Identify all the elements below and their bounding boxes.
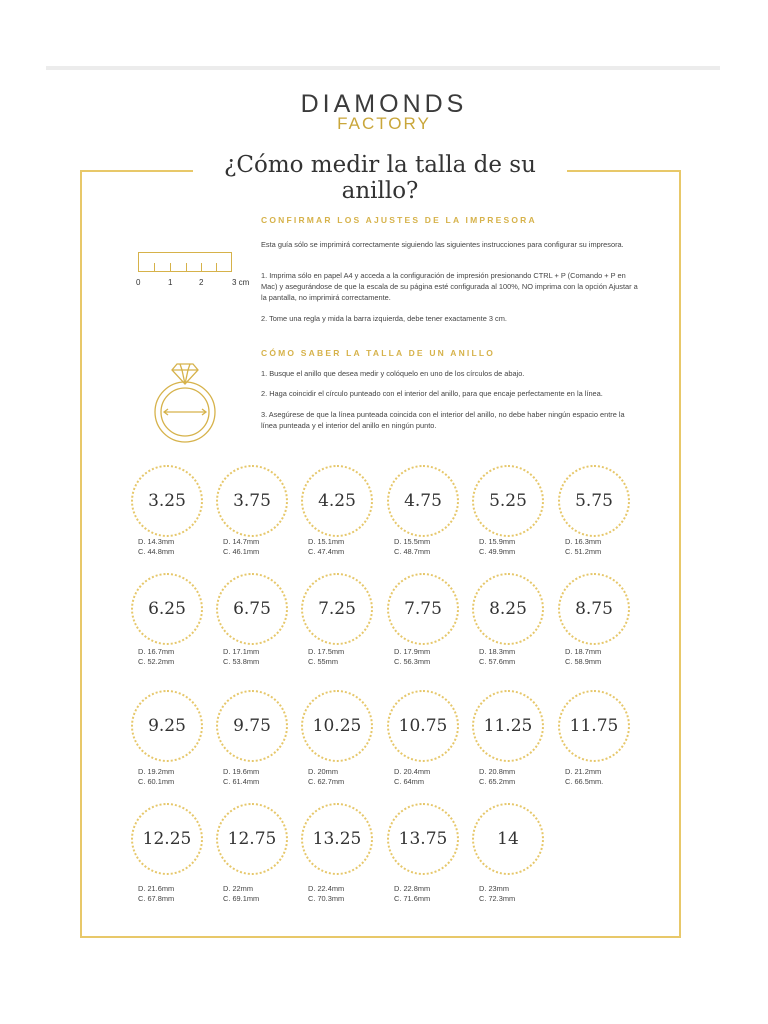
- ring-size-value: 4.25: [318, 491, 356, 511]
- ring-circumference: C. 47.4mm: [308, 546, 345, 556]
- ring-circumference: C. 66.5mm.: [565, 776, 604, 786]
- printer-heading: CONFIRMAR LOS AJUSTES DE LA IMPRESORA: [261, 215, 537, 225]
- howto-step-1: 1. Busque el anillo que desea medir y colóquelo en uno de los círculos de abajo.: [261, 369, 525, 378]
- ruler-label-3: 3 cm: [232, 278, 250, 287]
- ring-size-circle: [131, 573, 203, 645]
- brand-logo-sub: FACTORY: [337, 114, 431, 133]
- brand-logo-name: DIAMONDS: [300, 90, 468, 118]
- ring-size-dimensions: [394, 537, 430, 556]
- ring-size-value: 8.25: [489, 599, 527, 619]
- ring-circumference: C. 58.9mm: [565, 656, 602, 666]
- ring-size-circle: [472, 573, 544, 645]
- ring-diameter: D. 22mm: [223, 884, 253, 893]
- ring-diameter: D. 22.4mm: [308, 884, 345, 893]
- ring-size-circle: [216, 465, 288, 537]
- ring-circumference: C. 56.3mm: [394, 656, 431, 666]
- ring-size-value: 6.75: [233, 599, 271, 619]
- ring-size-circle: [472, 465, 544, 537]
- ring-size-value: 14: [497, 829, 519, 849]
- ring-diameter: D. 18.3mm: [479, 647, 516, 656]
- ring-size-dimensions: [223, 647, 259, 666]
- ring-size-value: 10.75: [398, 716, 448, 736]
- ring-circumference: C. 70.3mm: [308, 893, 345, 903]
- ring-size-circle: [301, 465, 373, 537]
- ring-circumference: C. 64mm: [394, 776, 424, 786]
- ring-size-dimensions: [479, 647, 515, 666]
- ring-diameter: D. 21.2mm: [565, 767, 602, 776]
- ring-size-circle: [301, 573, 373, 645]
- ring-circumference: C. 71.6mm: [394, 893, 431, 903]
- ring-circumference: C. 44.8mm: [138, 546, 175, 556]
- ring-size-value: 10.25: [312, 716, 362, 736]
- howto-step-2: 2. Haga coincidir el círculo punteado con el interior del anillo, para que encaje perfectamente en la línea.: [261, 389, 603, 398]
- ring-size-circle: [472, 690, 544, 762]
- printer-step-2: 2. Tome una regla y mida la barra izquierda, debe tener exactamente 3 cm.: [261, 314, 507, 323]
- ruler-bar: [138, 252, 232, 272]
- ring-diameter: D. 19.6mm: [223, 767, 260, 776]
- ring-size-dimensions: [308, 647, 344, 666]
- ring-size-circle: [387, 803, 459, 875]
- ring-size-circle: [131, 465, 203, 537]
- ring-circumference: C. 72.3mm: [479, 893, 516, 903]
- ring-size-dimensions: [565, 647, 601, 666]
- ring-size-value: 12.25: [142, 829, 192, 849]
- ring-size-value: 3.25: [148, 491, 186, 511]
- ruler-label-2: 2: [199, 278, 204, 287]
- ring-circumference: C. 49.9mm: [479, 546, 516, 556]
- ring-size-dimensions: [479, 884, 515, 903]
- ring-size-circle: [301, 690, 373, 762]
- ring-circumference: C. 46.1mm: [223, 546, 260, 556]
- ring-size-dimensions: [308, 767, 344, 786]
- ring-size-dimensions: [394, 884, 430, 903]
- ring-size-circle: [301, 803, 373, 875]
- ring-size-dimensions: [394, 767, 430, 786]
- ring-size-dimensions: [565, 767, 603, 786]
- ring-circumference: C. 62.7mm: [308, 776, 345, 786]
- ring-circumference: C. 69.1mm: [223, 893, 260, 903]
- ring-size-dimensions: [479, 767, 515, 786]
- ring-circumference: C. 67.8mm: [138, 893, 175, 903]
- ring-size-dimensions: [138, 537, 174, 556]
- ring-size-dimensions: [223, 537, 259, 556]
- ruler-tick: [201, 263, 202, 271]
- ring-circumference: C. 48.7mm: [394, 546, 431, 556]
- ring-size-dimensions: [565, 537, 601, 556]
- ring-diameter: D. 16.3mm: [565, 537, 602, 546]
- ring-circumference: C. 55mm: [308, 656, 338, 666]
- ring-size-value: 12.75: [227, 829, 277, 849]
- ring-size-dimensions: [138, 767, 174, 786]
- ring-diameter: D. 17.5mm: [308, 647, 345, 656]
- ring-size-value: 13.75: [398, 829, 448, 849]
- ring-diameter: D. 21.6mm: [138, 884, 175, 893]
- ring-circumference: C. 60.1mm: [138, 776, 175, 786]
- ring-diameter: D. 22.8mm: [394, 884, 431, 893]
- ring-size-value: 4.75: [404, 491, 442, 511]
- ring-size-value: 13.25: [312, 829, 362, 849]
- ring-size-dimensions: [394, 647, 430, 666]
- ring-circumference: C. 53.8mm: [223, 656, 260, 666]
- ring-size-dimensions: [308, 537, 344, 556]
- ring-size-value: 3.75: [233, 491, 271, 511]
- ring-size-value: 9.75: [233, 716, 271, 736]
- ring-size-circle: [216, 803, 288, 875]
- ring-size-circle: [472, 803, 544, 875]
- printer-intro: Esta guía sólo se imprimirá correctamente siguiendo las siguientes instrucciones para configurar su impresora.: [261, 240, 624, 249]
- ring-diameter: D. 19.2mm: [138, 767, 175, 776]
- ring-size-dimensions: [479, 537, 515, 556]
- ring-size-value: 9.25: [148, 716, 186, 736]
- ring-diameter: D. 14.7mm: [223, 537, 260, 546]
- ring-size-circle: [387, 465, 459, 537]
- ring-diameter: D. 17.1mm: [223, 647, 260, 656]
- ring-diameter: D. 15.9mm: [479, 537, 516, 546]
- ring-circumference: C. 51.2mm: [565, 546, 602, 556]
- ring-size-dimensions: [223, 767, 259, 786]
- howto-step-3: 3. Asegúrese de que la línea punteada coincida con el interior del anillo, no debe haber ningún espacio entre la línea punteada y el interior del anillo en ningún punto.: [261, 410, 625, 430]
- ruler-tick: [186, 263, 187, 271]
- ring-size-circle: [216, 573, 288, 645]
- ring-circumference: C. 52.2mm: [138, 656, 175, 666]
- ruler-label-0: 0: [136, 278, 141, 287]
- ring-diameter: D. 16.7mm: [138, 647, 175, 656]
- ring-circumference: C. 57.6mm: [479, 656, 516, 666]
- ring-size-circle: [558, 465, 630, 537]
- ring-size-dimensions: [138, 647, 174, 666]
- ring-size-value: 7.25: [318, 599, 356, 619]
- ring-diameter: D. 15.5mm: [394, 537, 431, 546]
- ring-size-circle: [387, 690, 459, 762]
- ring-size-circle: [131, 690, 203, 762]
- ring-size-circle: [216, 690, 288, 762]
- ring-diameter: D. 18.7mm: [565, 647, 602, 656]
- ring-size-value: 5.75: [575, 491, 613, 511]
- ruler-tick: [170, 263, 171, 271]
- ring-icon: [150, 358, 220, 444]
- ring-size-value: 5.25: [489, 491, 527, 511]
- ring-diameter: D. 20mm: [308, 767, 338, 776]
- ring-size-value: 11.75: [569, 716, 619, 736]
- ring-diameter: D. 23mm: [479, 884, 509, 893]
- page-title: ¿Cómo medir la talla de su anillo?: [224, 152, 536, 204]
- ring-diameter: D. 20.4mm: [394, 767, 431, 776]
- printer-step-1: 1. Imprima sólo en papel A4 y acceda a la configuración de impresión presionando CTRL + P (Comando + P en Mac) y asegurándose de que la escala de su página esté configurada al 100%, NO imprima con la opción Ajustar a la pantalla, no imprimirá correctamente.: [261, 271, 638, 302]
- ring-size-value: 7.75: [404, 599, 442, 619]
- ring-size-dimensions: [308, 884, 344, 903]
- ring-circumference: C. 65.2mm: [479, 776, 516, 786]
- ring-diameter: D. 17.9mm: [394, 647, 431, 656]
- howto-heading: CÓMO SABER LA TALLA DE UN ANILLO: [261, 348, 496, 358]
- ring-size-value: 11.25: [483, 716, 533, 736]
- ring-circumference: C. 61.4mm: [223, 776, 260, 786]
- ring-size-circle: [131, 803, 203, 875]
- ring-size-dimensions: [223, 884, 259, 903]
- ring-diameter: D. 15.1mm: [308, 537, 345, 546]
- ring-diameter: D. 20.8mm: [479, 767, 516, 776]
- ruler-label-1: 1: [168, 278, 173, 287]
- ruler-tick: [154, 263, 155, 271]
- ring-size-dimensions: [138, 884, 174, 903]
- ring-size-circle: [558, 573, 630, 645]
- ring-diameter: D. 14.3mm: [138, 537, 175, 546]
- ring-size-value: 8.75: [575, 599, 613, 619]
- ring-size-circle: [387, 573, 459, 645]
- top-divider: [46, 66, 720, 70]
- ruler-tick: [216, 263, 217, 271]
- ring-size-circle: [558, 690, 630, 762]
- ring-size-value: 6.25: [148, 599, 186, 619]
